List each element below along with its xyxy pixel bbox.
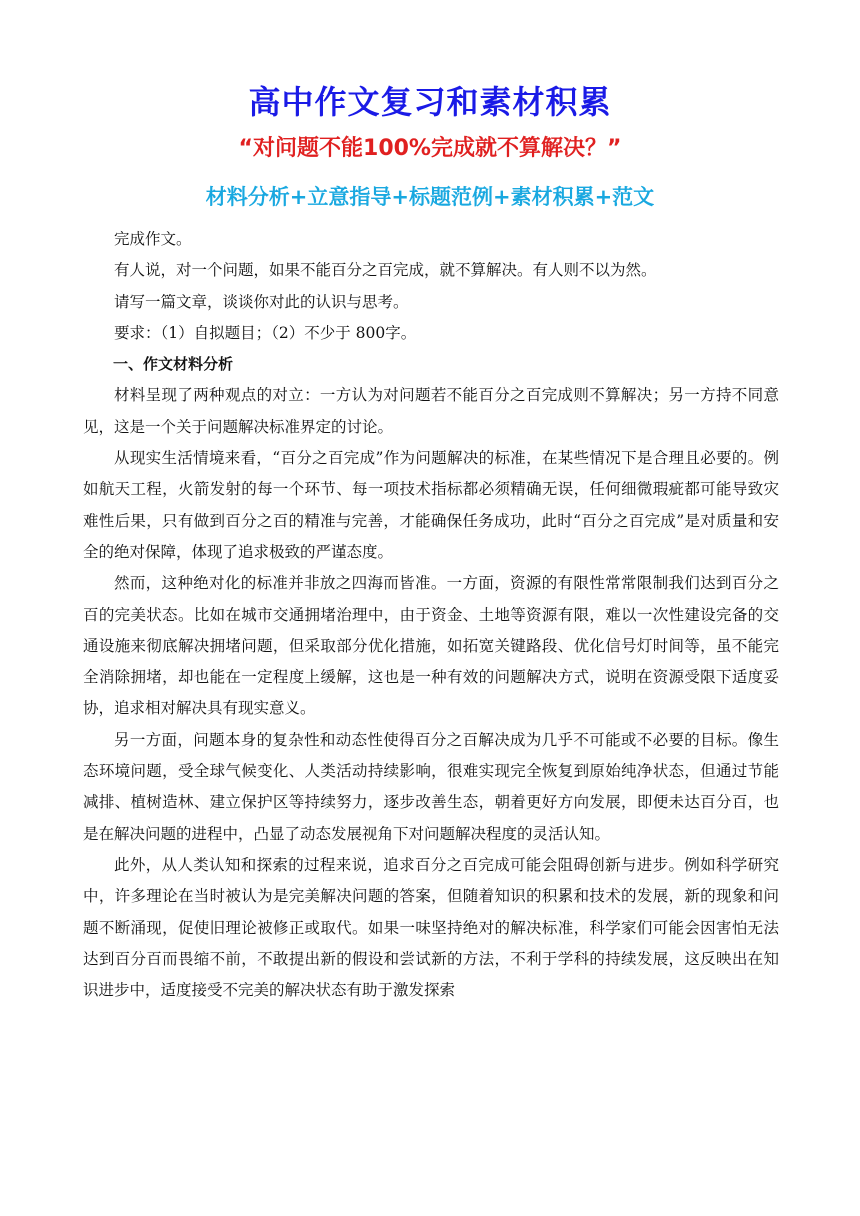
analysis-paragraph: 然而，这种绝对化的标准并非放之四海而皆准。一方面，资源的有限性常常限制我们达到百分之百的完美状态。比如在城市交通拥堵治理中，由于资金、土地等资源有限，难以一次性建设完备的交通设施来彻底解决拥堵问题，但采取部分优化措施，如拓宽关键路段、优化信号灯时间等，虽不能完全消除拥堵，却也能在一定程度上缓解，这也是一种有效的问题解决方式，说明在资源受限下适度妥协，追求相对解决具有现实意义。 [83, 574, 779, 718]
prompt-line-2: 有人说，对一个问题，如果不能百分之百完成，就不算解决。有人则不以为然。 [114, 261, 657, 280]
prompt-line-3: 请写一篇文章，谈谈你对此的认识与思考。 [114, 292, 409, 311]
analysis-paragraph: 材料呈现了两种观点的对立：一方认为对问题若不能百分之百完成则不算解决；另一方持不同意见，这是一个关于问题解决标准界定的讨论。 [83, 386, 779, 436]
analysis-paragraph: 从现实生活情境来看，“百分之百完成”作为问题解决的标准，在某些情况下是合理且必要的。例如航天工程，火箭发射的每一个环节、每一项技术指标都必须精确无误，任何细微瑕疵都可能导致灾难性后果，只有做到百分之百的精准与完善，才能确保任务成功，此时“百分之百完成”是对质量和安全的绝对保障，体现了追求极致的严谨态度。 [83, 449, 779, 561]
page-title: 高中作文复习和素材积累 [248, 83, 612, 121]
section-heading: 一、作文材料分析 [113, 355, 234, 374]
page-topics-line: 材料分析+立意指导+标题范例+素材积累+范文 [205, 185, 655, 209]
page-subtitle: “对问题不能100%完成就不算解决？” [238, 136, 622, 161]
analysis-paragraph: 此外，从人类认知和探索的过程来说，追求百分之百完成可能会阻碍创新与进步。例如科学研究中，许多理论在当时被认为是完美解决问题的答案，但随着知识的积累和技术的发展，新的现象和问题不断涌现，促使旧理论被修正或取代。如果一味坚持绝对的解决标准，科学家们可能会因害怕无法达到百分百而畏缩不前，不敢提出新的假设和尝试新的方法，不利于学科的持续发展，这反映出在知识进步中，适度接受不完美的解决状态有助于激发探索 [83, 855, 779, 1000]
prompt-line-1: 完成作文。 [114, 230, 192, 248]
prompt-requirements: 要求：（1）自拟题目；（2）不少于 800字。 [114, 323, 417, 342]
analysis-paragraph: 另一方面，问题本身的复杂性和动态性使得百分之百解决成为几乎不可能或不必要的目标。像生态环境问题，受全球气候变化、人类活动持续影响，很难实现完全恢复到原始纯净状态，但通过节能减排、植树造林、建立保护区等持续努力，逐步改善生态，朝着更好方向发展，即便未达百分百，也是在解决问题的进程中，凸显了动态发展视角下对问题解决程度的灵活认知。 [83, 730, 779, 843]
document-body [83, 224, 779, 1006]
